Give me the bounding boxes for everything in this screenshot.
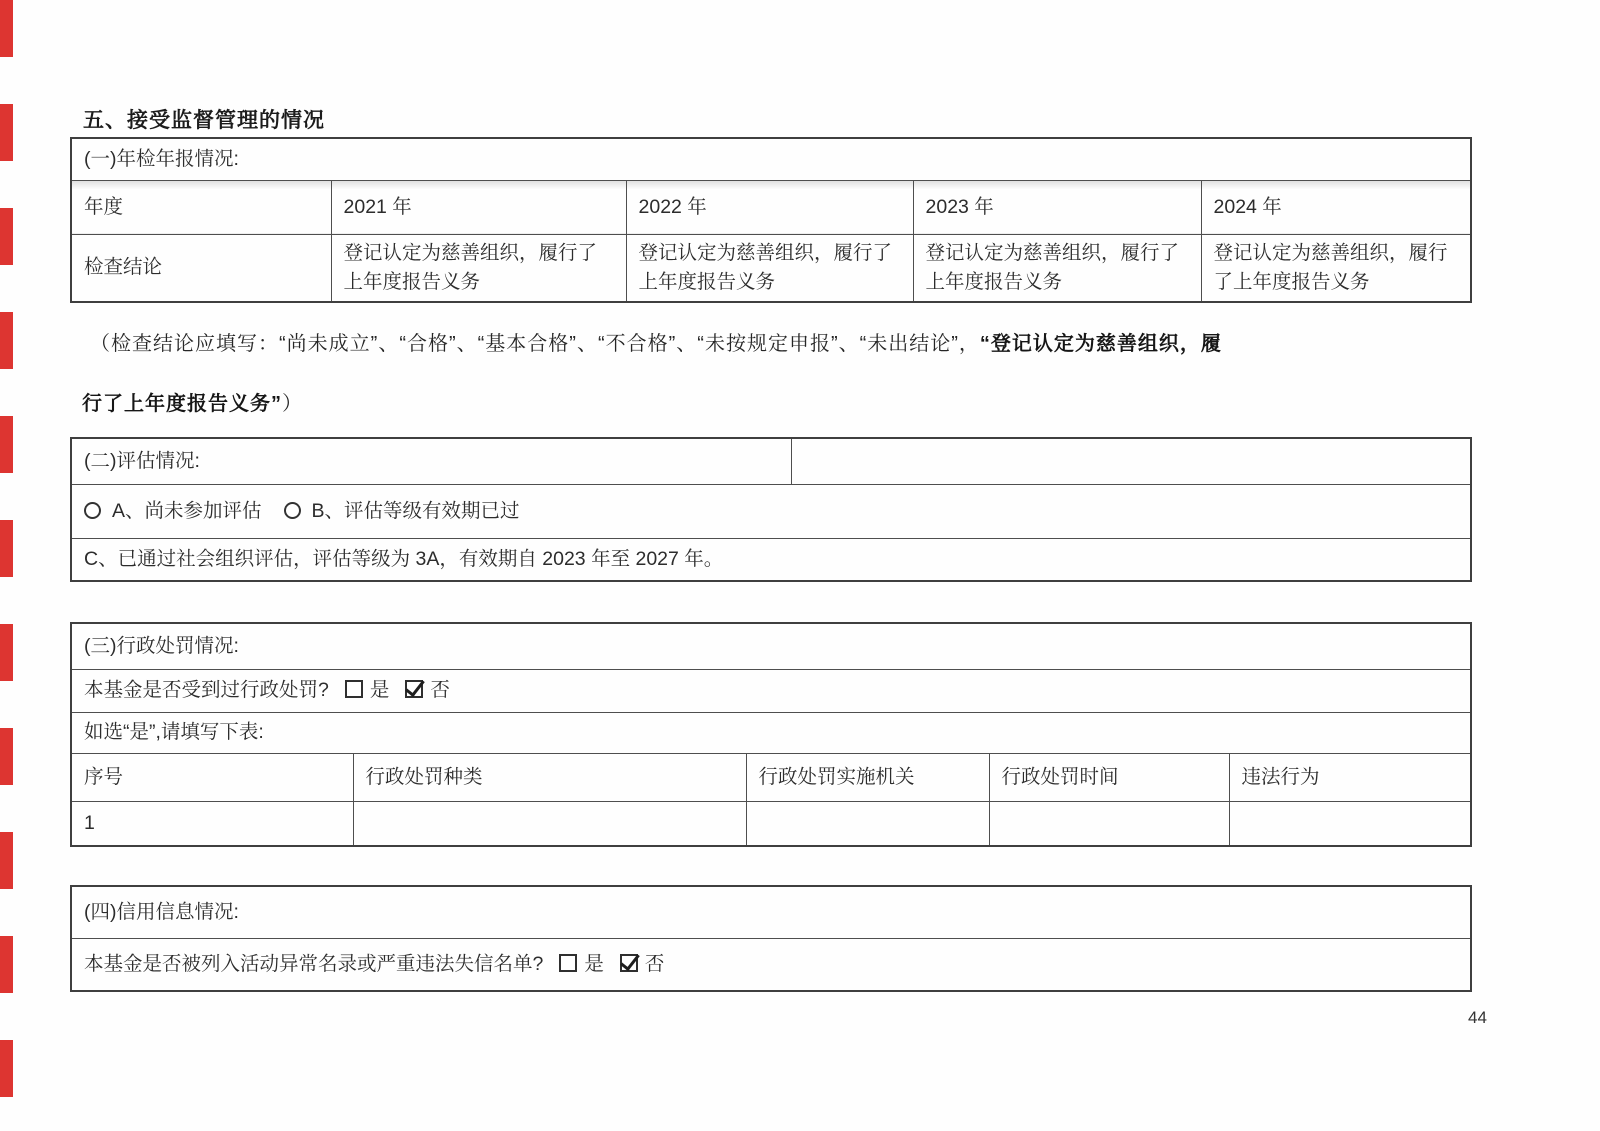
credit-yes-label: 是 [584, 952, 604, 975]
option-b-label: B、评估等级有效期已过 [311, 499, 520, 522]
evaluation-result-cell: C、已通过社会组织评估，评估等级为 3A，有效期自 2023 年至 2027 年。 [71, 538, 1471, 581]
conclusion-2021-cell: 登记认定为慈善组织，履行了上年度报告义务 [331, 234, 626, 302]
penalty-question-text: 本基金是否受到过行政处罚? [84, 679, 329, 701]
penalty-col-agency: 行政处罚实施机关 [746, 753, 989, 801]
note-bold-text-start: “登记认定为慈善组织，履 [979, 333, 1222, 355]
penalty-no-checkbox-icon [405, 680, 423, 698]
annual-year-row [71, 180, 1471, 234]
option-a-label: A、尚未参加评估 [112, 499, 262, 522]
credit-question-row [71, 938, 1471, 991]
evaluation-options-cell [71, 484, 1471, 538]
penalty-hint-cell: 如选“是”,请填写下表: [71, 712, 1471, 753]
penalty-question-cell [71, 669, 1471, 712]
penalty-table-title: (三)行政处罚情况: [71, 623, 1471, 669]
note-closing-paren: ） [282, 393, 303, 415]
penalty-header-row [71, 623, 1471, 669]
penalty-data-row [71, 801, 1471, 846]
evaluation-header-row [71, 438, 1471, 484]
conclusion-2022-cell: 登记认定为慈善组织，履行了上年度报告义务 [626, 234, 913, 302]
credit-question-cell [71, 938, 1471, 991]
year-2024-cell: 2024 年 [1201, 180, 1471, 234]
penalty-col-violation: 违法行为 [1229, 753, 1471, 801]
penalty-question-row [71, 669, 1471, 712]
penalty-table [70, 622, 1472, 847]
page-number: 44 [1468, 1008, 1487, 1027]
annual-inspection-table [70, 137, 1472, 303]
conclusion-label-cell: 检查结论 [71, 234, 331, 302]
year-label-cell: 年度 [71, 180, 331, 234]
conclusion-note-line1 [90, 327, 1222, 356]
conclusion-2024-cell: 登记认定为慈善组织，履行了上年度报告义务 [1201, 234, 1471, 302]
year-2021-cell: 2021 年 [331, 180, 626, 234]
evaluation-table-title: (二)评估情况: [71, 438, 791, 484]
left-margin-red-dash-marks [0, 0, 13, 1131]
penalty-violation-cell [1229, 801, 1471, 846]
credit-question-text: 本基金是否被列入活动异常名录或严重违法失信名单? [84, 952, 544, 975]
credit-table [70, 885, 1472, 992]
penalty-agency-cell [746, 801, 989, 846]
evaluation-header-empty-cell [791, 438, 1471, 484]
credit-no-checkbox-icon [620, 954, 638, 972]
note-normal-text: （检查结论应填写：“尚未成立”、“合格”、“基本合格”、“不合格”、“未按规定申报”、“未出结论”， [90, 333, 980, 355]
evaluation-table [70, 437, 1472, 582]
option-b-radio-circle-icon [284, 502, 301, 519]
year-2022-cell: 2022 年 [626, 180, 913, 234]
option-a-radio-circle-icon [84, 502, 101, 519]
conclusion-2023-cell: 登记认定为慈善组织，履行了上年度报告义务 [913, 234, 1201, 302]
penalty-yes-label: 是 [369, 679, 390, 701]
annual-header-row [71, 138, 1471, 180]
penalty-hint-row [71, 712, 1471, 753]
penalty-yes-checkbox-icon [345, 680, 363, 698]
section-title: 五、接受监督管理的情况 [83, 109, 325, 132]
annual-conclusion-row [71, 234, 1471, 302]
penalty-col-type: 行政处罚种类 [353, 753, 746, 801]
credit-table-title: (四)信用信息情况: [71, 886, 1471, 938]
penalty-col-index: 序号 [71, 753, 353, 801]
annual-table-title: (一)年检年报情况: [71, 138, 1471, 180]
evaluation-options-row [71, 484, 1471, 538]
note-bold-text-end: 行了上年度报告义务” [82, 393, 282, 415]
penalty-type-cell [353, 801, 746, 846]
penalty-no-label: 否 [430, 679, 450, 701]
penalty-row-index-cell: 1 [71, 801, 353, 846]
evaluation-result-row [71, 538, 1471, 581]
conclusion-note-line2 [82, 387, 303, 416]
year-2023-cell: 2023 年 [913, 180, 1201, 234]
penalty-time-cell [989, 801, 1229, 846]
credit-no-label: 否 [644, 952, 665, 975]
credit-header-row [71, 886, 1471, 938]
penalty-columns-header-row [71, 753, 1471, 801]
penalty-col-time: 行政处罚时间 [989, 753, 1229, 801]
credit-yes-checkbox-icon [559, 954, 577, 972]
